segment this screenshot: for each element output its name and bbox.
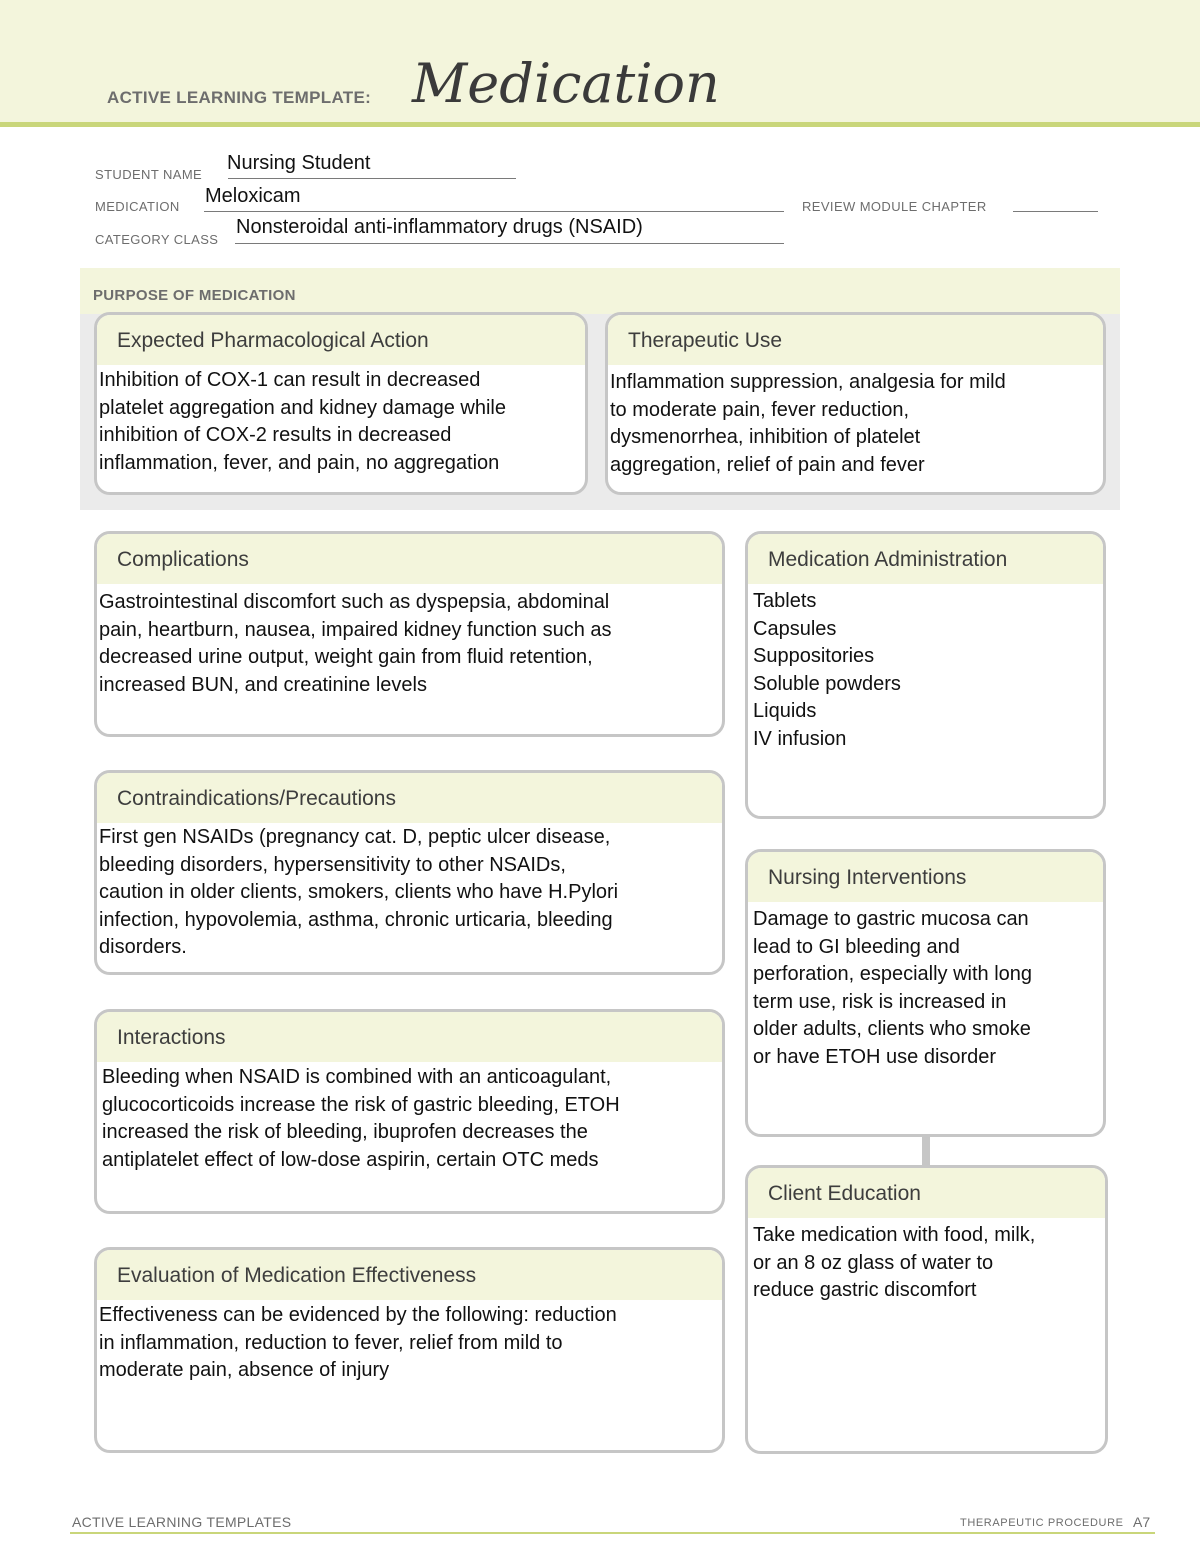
card-body (748, 902, 1103, 1071)
card-title: Client Education (748, 1168, 1105, 1218)
card-body (97, 1062, 722, 1174)
category-class-field[interactable]: Nonsteroidal anti-inflammatory drugs (NSAID) (236, 216, 643, 238)
card-text-line: Gastrointestinal discomfort such as dyspepsia, abdominal (99, 591, 610, 613)
card-text-line: Damage to gastric mucosa can (753, 908, 1029, 930)
card-text-line: increased the risk of bleeding, ibuprofen decreases the (102, 1121, 588, 1143)
card-text-line: in inflammation, reduction to fever, relief from mild to (99, 1331, 563, 1354)
template-label: ACTIVE LEARNING TEMPLATE: (107, 88, 372, 107)
card-title: Contraindications/Precautions (97, 773, 722, 823)
card-body (97, 1300, 722, 1385)
client-education-card (745, 1165, 1108, 1454)
card-text-line: caution in older clients, smokers, clients who have H.Pylori (99, 881, 619, 903)
card-text-line: inflammation, fever, and pain, no aggregation (99, 451, 500, 474)
header-rule (0, 122, 1200, 127)
card-text-line: dysmenorrhea, inhibition of platelet (610, 426, 921, 448)
medication-label: MEDICATION (95, 199, 180, 214)
card-text-line: Inflammation suppression, analgesia for mild (610, 371, 1006, 393)
card-title: Expected Pharmacological Action (97, 315, 585, 365)
card-body (97, 823, 722, 962)
contraindications-card (94, 770, 725, 975)
card-text-line: reduce gastric discomfort (753, 1279, 977, 1301)
card-text-line: Suppositories (753, 645, 875, 667)
card-text-line: aggregation, relief of pain and fever (610, 453, 925, 476)
card-body (97, 365, 585, 477)
card-text-line: First gen NSAIDs (pregnancy cat. D, peptic ulcer disease, (99, 826, 611, 848)
card-title: Therapeutic Use (608, 315, 1103, 365)
student-name-line (228, 178, 516, 179)
footer-right: THERAPEUTIC PROCEDURE (960, 1517, 1124, 1529)
card-text-line: pain, heartburn, nausea, impaired kidney function such as (99, 618, 612, 641)
card-text-line: Inhibition of COX-1 can result in decreased (99, 369, 481, 391)
category-class-line (235, 243, 784, 244)
card-text-line: Liquids (753, 700, 817, 722)
card-text-line: bleeding disorders, hypersensitivity to other NSAIDs, (99, 853, 566, 876)
card-text-line: glucocorticoids increase the risk of gastric bleeding, ETOH (102, 1093, 620, 1116)
evaluation-card (94, 1247, 725, 1453)
card-text-line: or have ETOH use disorder (753, 1045, 997, 1068)
card-text-line: inhibition of COX-2 results in decreased (99, 424, 452, 446)
card-text-line: or an 8 oz glass of water to (753, 1251, 994, 1274)
card-title: Evaluation of Medication Effectiveness (97, 1250, 722, 1300)
card-body (748, 584, 1103, 753)
card-body (608, 365, 1103, 479)
purpose-label: PURPOSE OF MEDICATION (93, 287, 296, 304)
card-text-line: platelet aggregation and kidney damage while (99, 396, 506, 419)
student-name-field[interactable]: Nursing Student (227, 152, 371, 174)
card-text-line: Soluble powders (753, 672, 901, 695)
administration-card (745, 531, 1106, 819)
card-text-line: moderate pain, absence of injury (99, 1359, 390, 1381)
review-module-line (1013, 211, 1098, 212)
card-text-line: IV infusion (753, 727, 847, 750)
card-body (748, 1218, 1105, 1305)
medication-field[interactable]: Meloxicam (205, 185, 301, 207)
review-module-label: REVIEW MODULE CHAPTER (802, 199, 987, 214)
category-class-label: CATEGORY CLASS (95, 232, 219, 247)
page-title: Medication (412, 52, 720, 115)
card-text-line: disorders. (99, 936, 187, 958)
card-text-line: to moderate pain, fever reduction, (610, 398, 910, 421)
card-text-line: antiplatelet effect of low-dose aspirin, certain OTC meds (102, 1148, 599, 1171)
card-text-line: Take medication with food, milk, (753, 1224, 1036, 1246)
card-text-line: Effectiveness can be evidenced by the following: reduction (99, 1304, 617, 1326)
card-title: Interactions (97, 1012, 722, 1062)
footer-left: ACTIVE LEARNING TEMPLATES (72, 1514, 292, 1530)
card-title: Nursing Interventions (748, 852, 1103, 902)
medication-line (204, 211, 784, 212)
card-text-line: Tablets (753, 590, 817, 612)
card-text-line: lead to GI bleeding and (753, 935, 960, 958)
complications-card (94, 531, 725, 737)
card-title: Complications (97, 534, 722, 584)
student-name-label: STUDENT NAME (95, 167, 203, 182)
card-text-line: perforation, especially with long (753, 963, 1033, 985)
card-text-line: infection, hypovolemia, asthma, chronic urticaria, bleeding (99, 908, 613, 931)
expected-action-card (94, 312, 588, 495)
card-text-line: term use, risk is increased in (753, 990, 1007, 1013)
nursing-interventions-card (745, 849, 1106, 1137)
card-title: Medication Administration (748, 534, 1103, 584)
interactions-card (94, 1009, 725, 1214)
card-text-line: Capsules (753, 617, 837, 640)
card-text-line: Bleeding when NSAID is combined with an anticoagulant, (102, 1066, 612, 1088)
footer-page-number: A7 (1133, 1514, 1151, 1530)
footer-rule (70, 1532, 1155, 1534)
connector (922, 1134, 930, 1168)
therapeutic-use-card (605, 312, 1106, 495)
card-body (97, 584, 722, 699)
card-text-line: increased BUN, and creatinine levels (99, 673, 427, 696)
card-text-line: older adults, clients who smoke (753, 1018, 1031, 1040)
card-text-line: decreased urine output, weight gain from fluid retention, (99, 646, 593, 668)
